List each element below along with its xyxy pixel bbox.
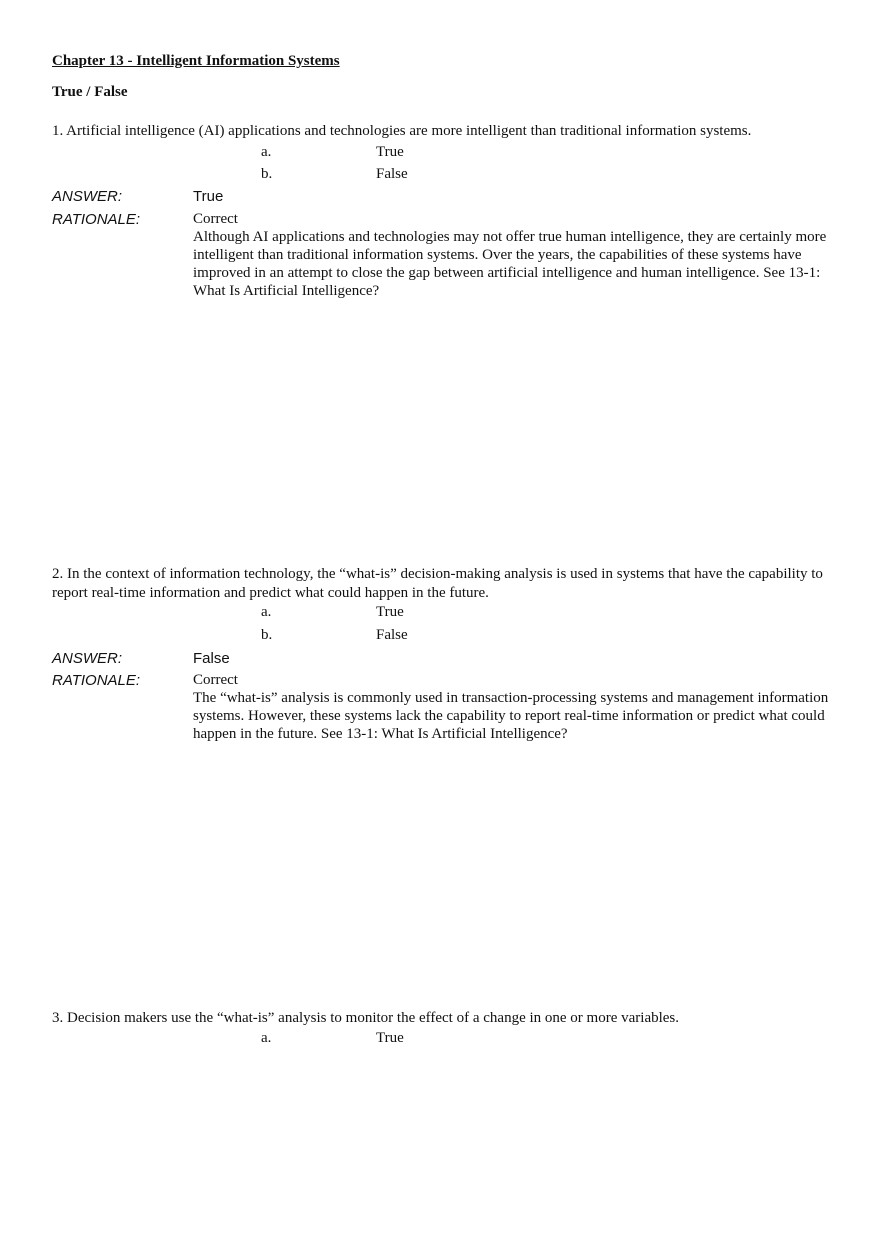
option-letter: a. — [261, 604, 272, 620]
option-text: True — [376, 1030, 404, 1046]
question-text: 1. Artificial intelligence (AI) applications and technologies are more intelligent than traditional information systems. — [52, 123, 752, 139]
option-letter: b. — [261, 166, 273, 182]
answer-value: True — [193, 188, 224, 205]
option-letter: b. — [261, 627, 273, 643]
rationale-block — [193, 671, 833, 743]
question-text: 3. Decision makers use the “what-is” analysis to monitor the effect of a change in one or more variables. — [52, 1010, 680, 1026]
option-text: True — [376, 604, 404, 620]
option-letter: a. — [261, 144, 272, 160]
rationale-verdict: Correct — [193, 672, 238, 688]
chapter-title: Chapter 13 - Intelligent Information Systems — [52, 53, 340, 69]
option-text: False — [376, 627, 408, 643]
rationale-block — [193, 210, 833, 300]
rationale-text: Although AI applications and technologies may not offer true human intelligence, they are certainly more intelligent than traditional information systems. Over the years, the capabilities of these systems have improved in an attempt to close the gap between artificial intelligence and human intelligence. See 13-1: What Is Artificial Intelligence? — [193, 229, 827, 299]
rationale-label: RATIONALE: — [52, 211, 141, 228]
rationale-text: The “what-is” analysis is commonly used in transaction-processing systems and management information systems. However, these systems lack the capability to report real-time information or predict what could happen in the future. See 13-1: What Is Artificial Intelligence? — [193, 690, 829, 742]
option-text: True — [376, 144, 404, 160]
rationale-verdict: Correct — [193, 211, 238, 227]
question-text: 2. In the context of information technology, the “what-is” decision-making analysis is used in systems that have the capability to report real-time information and predict what could happen in the future. — [52, 566, 823, 601]
answer-label: ANSWER: — [52, 188, 123, 205]
rationale-label: RATIONALE: — [52, 672, 141, 689]
option-letter: a. — [261, 1030, 272, 1046]
section-title: True / False — [52, 84, 128, 100]
answer-value: False — [193, 650, 230, 667]
option-text: False — [376, 166, 408, 182]
answer-label: ANSWER: — [52, 650, 123, 667]
